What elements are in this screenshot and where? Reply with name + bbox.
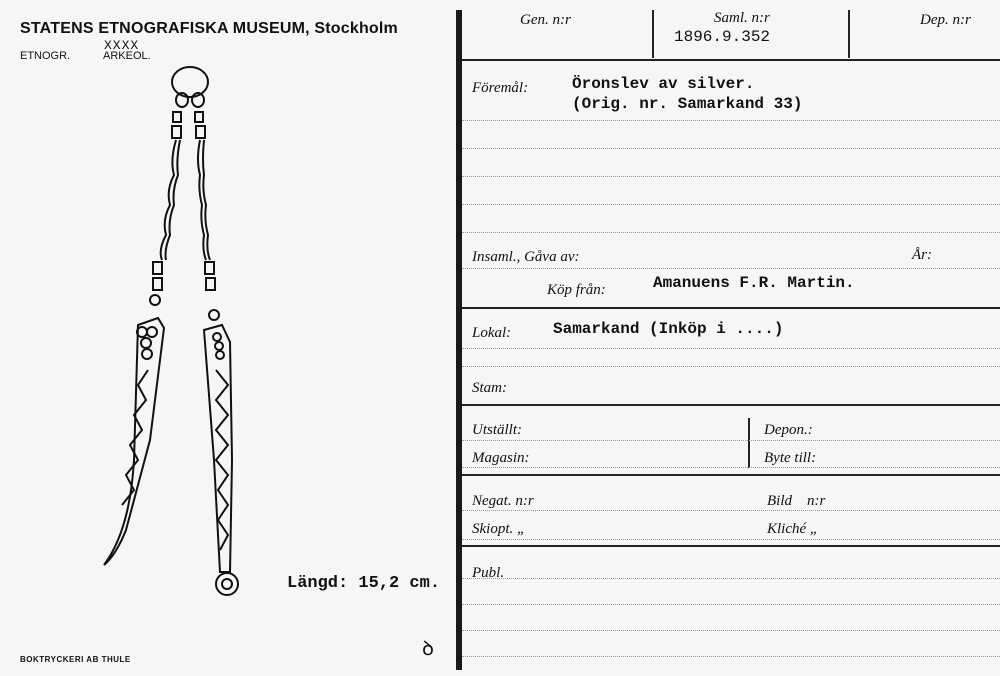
- rule: [462, 59, 1000, 61]
- rule: [462, 545, 1000, 547]
- dotted-line: [462, 204, 1000, 205]
- lokal-label: Lokal:: [472, 325, 512, 341]
- depon-label: Depon.:: [764, 422, 813, 438]
- dotted-line: [462, 510, 1000, 511]
- negat-label: Negat. n:r: [472, 493, 534, 509]
- dep-nr-label: Dep. n:r: [920, 12, 971, 28]
- etnogr-label: ETNOGR.: [20, 50, 71, 62]
- skiopt-label: Skiopt. „: [472, 521, 526, 537]
- dotted-line: [462, 348, 1000, 349]
- dotted-line: [462, 366, 1000, 367]
- dotted-line: [462, 440, 1000, 441]
- foremal-value-line2: (Orig. nr. Samarkand 33): [572, 95, 803, 113]
- rule: [462, 404, 1000, 406]
- dotted-line: [462, 656, 1000, 657]
- saml-nr-label: Saml. n:r: [714, 10, 770, 26]
- dotted-line: [462, 120, 1000, 121]
- card-divider: [456, 10, 462, 670]
- dotted-line: [462, 232, 1000, 233]
- crossed-out-mark: XXXX: [104, 38, 140, 53]
- col-divider: [748, 418, 750, 468]
- kop-label: Köp från:: [547, 282, 606, 298]
- arkeol-label: ARKEOL.: [103, 50, 151, 62]
- dotted-line: [462, 268, 1000, 269]
- magasin-label: Magasin:: [472, 450, 530, 466]
- byte-label: Byte till:: [764, 450, 817, 466]
- bild-label: Bild n:r: [767, 493, 826, 509]
- insaml-label: Insaml., Gåva av:: [472, 249, 580, 265]
- utstallt-label: Utställt:: [472, 422, 523, 438]
- saml-nr-value: 1896.9.352: [674, 28, 771, 46]
- foremal-value-line1: Öronslev av silver.: [572, 75, 755, 93]
- dotted-line: [462, 176, 1000, 177]
- dotted-line: [462, 604, 1000, 605]
- stam-label: Stam:: [472, 380, 507, 396]
- length-note: Längd: 15,2 cm.: [287, 574, 441, 593]
- signature-mark: ꝺ: [422, 638, 434, 660]
- dotted-line: [462, 467, 1000, 468]
- publ-label: Publ.: [472, 565, 505, 581]
- col-divider: [652, 10, 654, 58]
- printer-imprint: BOKTRYCKERI AB THULE: [20, 655, 131, 664]
- dotted-line: [462, 630, 1000, 631]
- rule: [462, 307, 1000, 309]
- dotted-line: [462, 578, 1000, 579]
- kliche-label: Kliché „: [767, 521, 819, 537]
- dotted-line: [462, 539, 1000, 540]
- col-divider: [848, 10, 850, 58]
- lokal-value: Samarkand (Inköp i ....): [553, 320, 784, 338]
- ear-spoon-drawing: [90, 60, 280, 605]
- foremal-label: Föremål:: [472, 80, 529, 96]
- ar-label: År:: [912, 247, 932, 263]
- rule: [462, 474, 1000, 476]
- museum-title: STATENS ETNOGRAFISKA MUSEUM, Stockholm: [20, 20, 398, 37]
- dotted-line: [462, 148, 1000, 149]
- gen-nr-label: Gen. n:r: [520, 12, 571, 28]
- kop-value: Amanuens F.R. Martin.: [653, 274, 855, 292]
